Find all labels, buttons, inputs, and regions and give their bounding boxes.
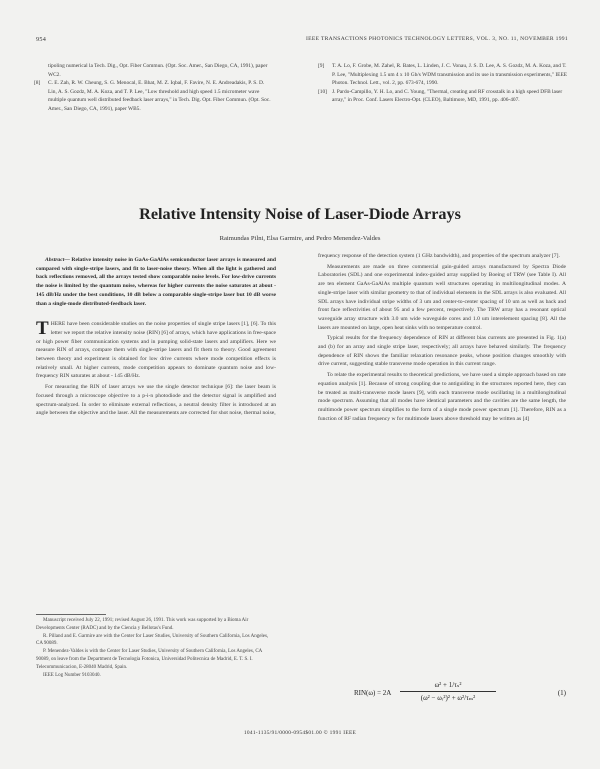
- body-paragraph: Measurements are made on three commercial gain-guided arrays manufactured by Spectra Diode Laboratories (SDL) and one experimental index-guided array supplied by Boeing of TRW (see Table I). All are ten element GaAs-GaAlAs multiple quantum well structures operating in multilongitudinal modes. A single-stripe laser with similar geometry to that of individual elements in the SDL arrays is also evaluated. All SDL arrays have individual stripe widths of 3 um and center-to-center spacing of 10 um as well as back and front face reflectivities of about 95 and a few percent, respectively. The TRW array has a resonant optical waveguide array structure with 3.0 um wide waveguide cores and 1.0 um interelement spacing [8]. All the lasers are mounted on large, open heat sinks with no temperature control.: [318, 263, 566, 331]
- footnotes: [36, 614, 276, 679]
- reference-item: [10] J. Pardo-Campillo, Y. H. Lo, and C. Young, "Thermal, creating and RF crosstalk in a high speed DFB laser array," in Proc. Conf. Lasers Electro-Opt. (CLEO), Baltimore, MD, 1991, pp. 406-407.: [318, 88, 568, 105]
- article-authors: Raimundas Pilni, Elsa Garmire, and Pedro Menendez-Valdes: [219, 235, 381, 242]
- prev-references-left: [34, 62, 274, 114]
- article-title: Relative Intensity Noise of Laser-Diode Arrays: [139, 205, 461, 223]
- footnote: Manuscript received July 22, 1991; revised August 26, 1991. This work was supported by a Bioma Air Developments Center (RADC) and by the Ciencia y Bellotas's Fund.: [36, 618, 249, 631]
- equation-1: [318, 679, 566, 709]
- right-column: [318, 252, 566, 425]
- footnote: P. Menendez-Valdes is with the Center for Laser Studies, University of Southern California, Los Angeles, CA 90089, on leave from the Department de Tecnologia Fotonica, Universidad Politecnica de Madrid, E. T. S. I. Telecommunicacion, E-28040 Madrid, Spain.: [36, 649, 262, 670]
- drop-cap: T: [36, 318, 49, 340]
- running-title: IEEE TRANSACTIONS PHOTONICS TECHNOLOGY LETTERS, VOL. 3, NO. 11, NOVEMBER 1991: [305, 36, 568, 42]
- reference-item: [34, 62, 274, 79]
- reference-text: J. Pardo-Campillo, Y. H. Lo, and C. Young, "Thermal, creating and RF crosstalk in a high speed DFB laser array," in Proc. Conf. Lasers Electro-Opt. (CLEO), Baltimore, MD, 1991, pp. 406-407.: [332, 88, 563, 104]
- footnote: IEEE Log Number 9103040.: [43, 672, 101, 678]
- left-column: [36, 256, 276, 420]
- abstract: [36, 256, 276, 308]
- reference-text: T. A. Lo, F. Grobe, M. Zahel, R. Bates, L. Linden, J. C. Vonau, J. S. D. Lee, A. S. Gozdz, M. A. Koza, and T. P. Lee, "Multiplexing 1.5 um 4 x 10 Gb/s WDM transmission and its use in transmission experiments," IEEE Photon. Technol. Lett., vol. 2, pp. 673-674, 1990.: [332, 63, 568, 87]
- equation-denominator: (ω² − ωᵣ²)² + ω²/τₘ²: [420, 694, 476, 702]
- reference-item: [9] T. A. Lo, F. Grobe, M. Zahel, R. Bates, L. Linden, J. C. Vonau, J. S. D. Lee, A. S. Gozdz, M. A. Koza, and T. P. Lee, "Multiplexing 1.5 um 4 x 10 Gb/s WDM transmission and its use in transmission experiments," IEEE Photon. Technol. Lett., vol. 2, pp. 673-674, 1990.: [318, 63, 568, 87]
- reference-text: tipoling numerical la Tech. Dig., Opt. Fiber Commun. (Opt. Soc. Amer., San Diego, CA, 1991), paper WC2.: [48, 63, 268, 78]
- body-paragraph: For measuring the RIN of laser arrays we use the single detector technique [6]: the laser beam is focused through a microscope objective to a p-i-n photodiode and the detector signal is amplified and spectrum-analyzed. In order to eliminate external reflections, a neutral density filter is introduced at an angle between the objective and the laser. All the measurements are corrected for shot noise, thermal noise,: [36, 384, 276, 417]
- abstract-lead: Abstract: [45, 257, 65, 263]
- footnote: R. Pilland and E. Garmire are with the Center for Laser Studies, University of Southern California, Los Angeles, CA 90089.: [36, 633, 269, 647]
- prev-references-right: [318, 62, 568, 105]
- footnote-rule: [36, 614, 106, 615]
- copyright-footer: 1041-1135/91/0000-0954$01.00 © 1991 IEEE: [243, 730, 357, 736]
- equation-numerator: ω² + 1/τₛ²: [434, 681, 462, 689]
- equation-number: (1): [557, 689, 566, 697]
- reference-item: [8] C. E. Zah, R. W. Cheung, S. G. Menocal, E. Bhat, M. Z. Iqbal, F. Favire, N. E. Andreadakis, P. S. D. Lin, A. S. Gozdz, M. A. Koza, and T. P. Lee, "Low threshold and high speed 1.5 micrometer wave multiple quantum well distributed feedback laser arrays," in Tech. Dig. Opt. Fiber Commun. (Opt. Soc. Amer., San Diego, CA, 1991), paper WB5.: [34, 79, 274, 113]
- fraction-bar: [400, 691, 496, 692]
- body-paragraph: Typical results for the frequency dependence of RIN at different bias currents are presented in Fig. 1(a) and (b) for an array and single stripe laser, respectively; all arrays have behaved similarly. The frequency dependence of RIN shows the familiar relaxation resonance peaks, whose position changes smoothly with drive current, suggesting stable transverse mode operation in this current range.: [318, 335, 566, 368]
- page-number: 954: [36, 36, 47, 43]
- body-paragraph: frequency response of the detection system (1 GHz bandwidth), and properties of the spectrum analyzer [7].: [318, 253, 560, 259]
- body-paragraph: To relate the experimental results to theoretical predictions, we have used a simple approach based on rate equation analysis [1]. Because of strong coupling due to antiguiding in the structures reported here, they can be treated as multi-transverse mode lasers [9], with each transverse mode oscillating in a multilongitudinal mode spectrum. Assuming that all modes have identical parameters and the cavities are the same length, the multimode power spectrum simplifies to the form of a single mode power spectrum [1]. Therefore, RIN as a function of RF radian frequency w for multimode lasers above threshold may be written as [4]: [318, 372, 566, 422]
- equation-lhs: RIN(ω) = 2A: [354, 689, 392, 697]
- abstract-text: — Relative intensity noise in GaAs-GaAlAs semiconductor laser arrays is measured and compared with single-stripe lasers, and fit to laser-noise theory. When all the light is gathered and back reflections removed, all the arrays tested show comparable noise levels. For low-drive currents the noise is limited by the quantum noise, whereas for higher currents the noise saturates at about - 145 dB/Hz under the best conditions, 10 dB below a comparable single-stripe laser but 10 dB worse than a single-mode distributed-feedback laser.: [36, 257, 276, 307]
- reference-text: C. E. Zah, R. W. Cheung, S. G. Menocal, E. Bhat, M. Z. Iqbal, F. Favire, N. E. Andreadakis, P. S. D. Lin, A. S. Gozdz, M. A. Koza, and T. P. Lee, "Low threshold and high speed 1.5 micrometer wave multiple quantum well distributed feedback laser arrays," in Tech. Dig. Opt. Fiber Commun. (Opt. Soc. Amer., San Diego, CA, 1991), paper WB5.: [48, 80, 271, 112]
- intro-paragraph: THERE have been considerable studies on the noise properties of single stripe lasers [1], [6]. To this letter we report the relative intensity noise (RIN) [6] of arrays, which have applications in free-space or high power fiber communication systems and in pumping solid-state lasers and amplifiers. Here we measure RIN of arrays, compare them with single-stripe lasers and fit them to theory. Good agreement between theory and experiment is obtained for low drive currents where mode competition effects is relatively small. At higher currents, mode competition appears to dominate quantum noise and low-frequency RIN saturates at about - 145 dB/Hz.: [36, 318, 276, 380]
